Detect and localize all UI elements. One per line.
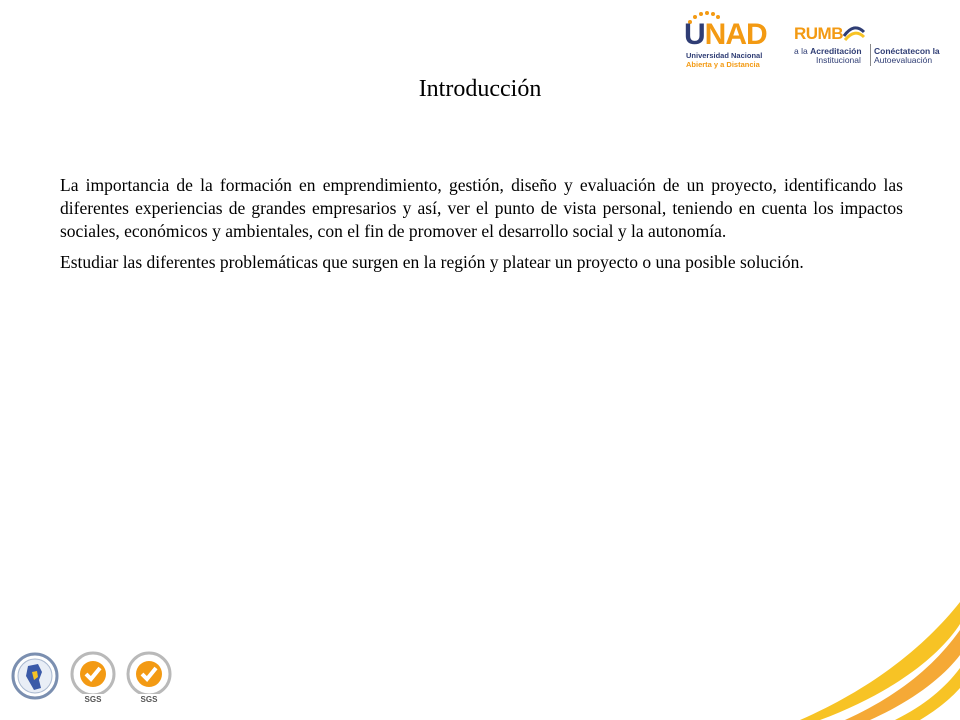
- rumbo-selfeval-line: Autoevaluación: [874, 55, 933, 65]
- rumbo-wordmark: RUMB: [794, 24, 843, 43]
- sgs-certification-icon-2: [124, 650, 174, 706]
- corner-swoosh-decoration: [760, 600, 960, 720]
- slide-body: [60, 174, 903, 282]
- slide-title: Introducción: [418, 76, 542, 102]
- unad-wordmark: UNAD: [684, 18, 767, 51]
- rumbo-line-2: Institucional: [816, 55, 861, 65]
- unad-logo: [684, 10, 774, 76]
- unad-subtitle-1: Universidad Nacional: [686, 51, 763, 60]
- rumbo-line-1: a la Acreditación: [794, 46, 862, 56]
- svg-text:SGS: SGS: [140, 695, 158, 704]
- rumbo-logo: [792, 22, 942, 72]
- paragraph-intro: La importancia de la formación en emprendimiento, gestión, diseño y evaluación de un proyecto, identificando las diferentes experiencias de grandes empresarios y así, ver el punto de vista personal, teniendo en cuenta los impactos sociales, económicos y ambientales, con el fin de promover el desarrollo social y la autonomía.: [60, 175, 903, 241]
- svg-text:SGS: SGS: [84, 695, 102, 704]
- colombia-seal-icon: [10, 650, 60, 706]
- certification-badges: [10, 650, 180, 706]
- sgs-certification-icon-1: [68, 650, 118, 706]
- unad-subtitle-2: Abierta y a Distancia: [686, 60, 760, 69]
- rumbo-divider: [870, 44, 871, 66]
- rumbo-connect-line: Conéctatecon la: [874, 46, 940, 56]
- rumbo-o-icon: [842, 22, 866, 44]
- paragraph-objective: Estudiar las diferentes problemáticas que surgen en la región y platear un proyecto o una posible solución.: [60, 252, 804, 272]
